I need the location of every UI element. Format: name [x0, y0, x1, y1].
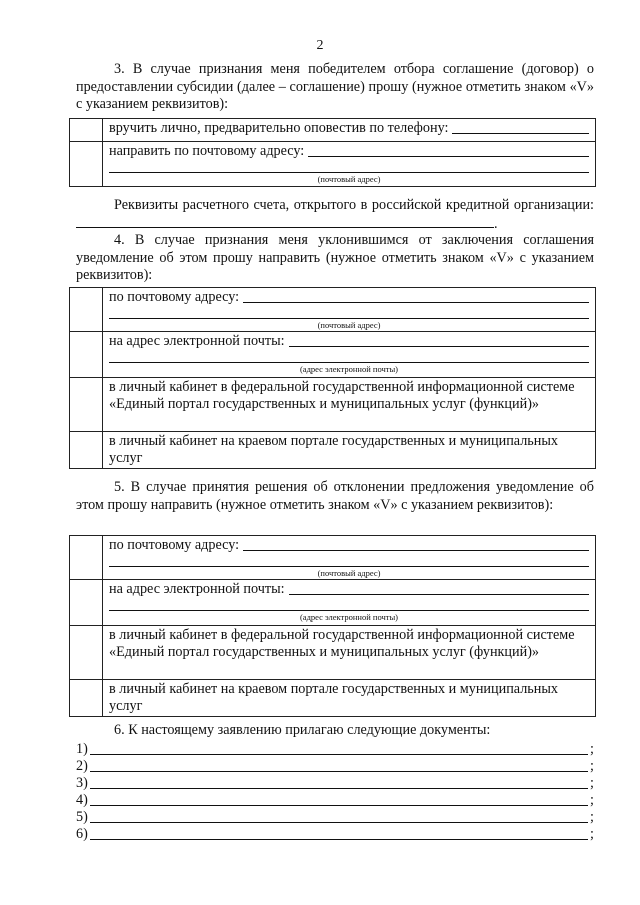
checkbox-reject-post[interactable]	[70, 536, 103, 580]
checkbox-deliver-personally[interactable]	[70, 119, 103, 142]
postal-address-input-line-2[interactable]	[109, 160, 589, 173]
section-4-options-table	[69, 287, 596, 469]
attached-documents-list	[76, 741, 594, 843]
option-deliver-personally-label: вручить лично, предварительно оповестив по телефону:	[109, 120, 449, 136]
notify-postal-address-line[interactable]	[243, 290, 589, 303]
section-5-text: 5. В случае принятия решения об отклонении предложения уведомление об этом прошу направить (нужное отметить знаком «V» с указанием реквизитов):	[76, 479, 594, 513]
list-item: 6) ;	[76, 826, 594, 842]
list-item: 4) ;	[76, 792, 594, 808]
option-notify-post-label: по почтовому адресу:	[109, 289, 240, 305]
notify-email-line[interactable]	[289, 334, 589, 347]
option-reject-federal-portal-label: в личный кабинет в федеральной государственной информационной системе «Единый портал государственных и муниципальных услуг (функций)»	[103, 626, 596, 680]
checkbox-reject-email[interactable]	[70, 580, 103, 626]
notify-email-caption: (адрес электронной почты)	[299, 364, 399, 374]
checkbox-send-by-post[interactable]	[70, 142, 103, 187]
checkbox-reject-regional-portal[interactable]	[70, 680, 103, 717]
list-item: 3) ;	[76, 775, 594, 791]
document-input-line[interactable]	[90, 788, 588, 789]
notify-postal-address-line-2[interactable]	[109, 306, 589, 319]
document-input-line[interactable]	[90, 822, 588, 823]
option-reject-post-label: по почтовому адресу:	[109, 537, 240, 553]
option-reject-email-label: на адрес электронной почты:	[109, 581, 285, 597]
option-send-by-post-label: направить по почтовому адресу:	[109, 143, 305, 159]
reject-email-caption: (адрес электронной почты)	[299, 612, 399, 622]
section-3-options-table	[69, 118, 596, 187]
reject-postal-caption: (почтовый адрес)	[317, 568, 381, 578]
document-input-line[interactable]	[90, 771, 588, 772]
option-notify-federal-portal-label: в личный кабинет в федеральной государственной информационной системе «Единый портал государственных и муниципальных услуг (функций)»	[103, 378, 596, 432]
checkbox-notify-regional-portal[interactable]	[70, 432, 103, 469]
checkbox-reject-federal-portal[interactable]	[70, 626, 103, 680]
requisites-text: Реквизиты расчетного счета, открытого в российской кредитной организации: .	[76, 197, 594, 233]
section-3-text: 3. В случае признания меня победителем отбора соглашение (договор) о предоставлении субсидии (далее – соглашение) прошу (нужное отметить знаком «V» с указанием реквизитов):	[76, 61, 594, 112]
list-item: 5) ;	[76, 809, 594, 825]
option-notify-email-label: на адрес электронной почты:	[109, 333, 285, 349]
checkbox-notify-email[interactable]	[70, 332, 103, 378]
list-item: 1) ;	[76, 741, 594, 757]
checkbox-notify-post[interactable]	[70, 288, 103, 332]
option-notify-regional-portal-label: в личный кабинет на краевом портале государственных и муниципальных услуг	[103, 432, 596, 469]
reject-postal-address-line[interactable]	[243, 538, 589, 551]
document-input-line[interactable]	[90, 839, 588, 840]
postal-address-caption: (почтовый адрес)	[317, 174, 381, 184]
section-4-text: 4. В случае признания меня уклонившимся от заключения соглашения уведомление об этом прошу направить (нужное отметить знаком «V» с указанием реквизитов):	[76, 232, 594, 283]
postal-address-input-line[interactable]	[308, 144, 589, 157]
checkbox-notify-federal-portal[interactable]	[70, 378, 103, 432]
section-6-text: 6. К настоящему заявлению прилагаю следующие документы:	[114, 722, 491, 738]
document-input-line[interactable]	[90, 805, 588, 806]
phone-input-line[interactable]	[452, 121, 589, 134]
reject-email-line[interactable]	[289, 582, 589, 595]
section-5-options-table	[69, 535, 596, 717]
option-reject-regional-portal-label: в личный кабинет на краевом портале государственных и муниципальных услуг	[103, 680, 596, 717]
reject-postal-address-line-2[interactable]	[109, 554, 589, 567]
page-number: 2	[316, 38, 324, 53]
requisites-input-line[interactable]	[76, 215, 494, 228]
notify-email-line-2[interactable]	[109, 350, 589, 363]
list-item: 2) ;	[76, 758, 594, 774]
notify-postal-caption: (почтовый адрес)	[317, 320, 381, 330]
reject-email-line-2[interactable]	[109, 598, 589, 611]
document-input-line[interactable]	[90, 754, 588, 755]
